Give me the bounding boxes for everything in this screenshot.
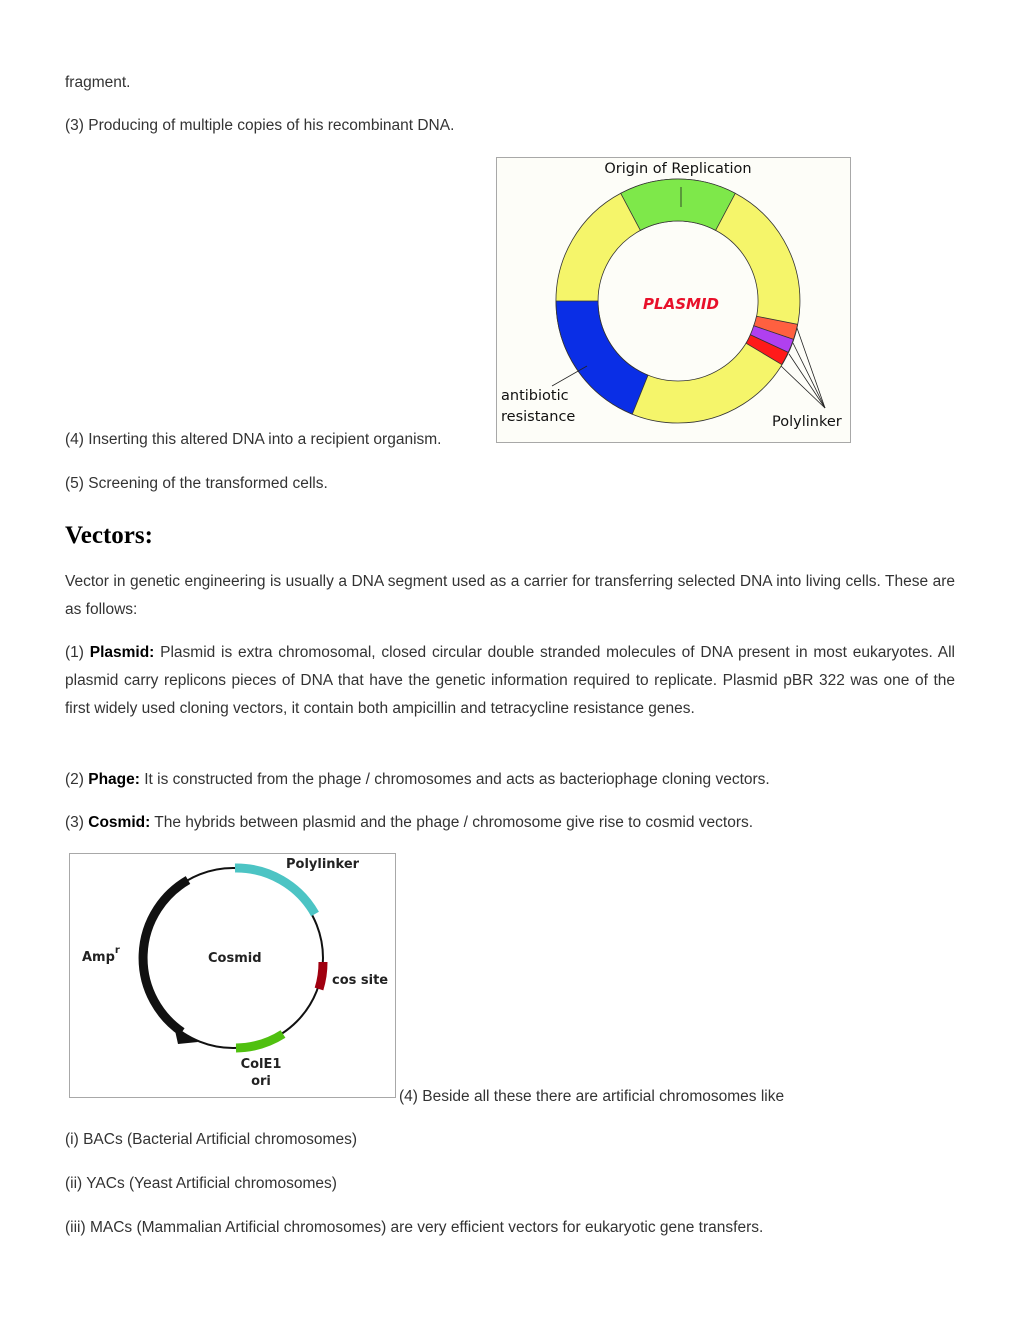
cosmid-polylinker-label: Polylinker: [286, 857, 360, 872]
item-text: Plasmid is extra chromosomal, closed circular double stranded molecules of DNA present in most eukaryotes. All plasmid carry replicons pieces of DNA that have the genetic information required to replicate. Plasmid pBR 322 was one of the first widely used cloning vectors, it contain both ampicillin and tetracycline resistance genes.: [65, 644, 955, 717]
item-number: (3): [65, 814, 89, 831]
cosmid-center-label: Cosmid: [208, 951, 262, 966]
plasmid-svg: [497, 158, 850, 442]
cos-site-segment: [319, 962, 323, 989]
polylinker-label: Polylinker: [772, 414, 842, 430]
ori-label-2: ori: [251, 1074, 271, 1089]
ori-label-1: ColE1: [240, 1057, 282, 1072]
step-5: (5) Screening of the transformed cells.: [65, 475, 328, 492]
amp-label: Amp$^r$: [82, 945, 120, 965]
cole1-ori-segment: [236, 1034, 283, 1048]
cosmid-svg: [70, 854, 395, 1097]
item-number: (1): [65, 644, 90, 661]
item-text: It is constructed from the phage / chromosomes and acts as bacteriophage cloning vectors.: [139, 771, 770, 788]
vectors-heading: Vectors:: [65, 522, 153, 549]
item-text: The hybrids between plasmid and the phage / chromosome give rise to cosmid vectors.: [150, 814, 754, 831]
step-3: (3) Producing of multiple copies of his recombinant DNA.: [65, 117, 455, 134]
origin-segment: [621, 179, 736, 230]
item-number: (2): [65, 771, 89, 788]
vector-item-cosmid: [65, 809, 955, 837]
cosmid-diagram: [69, 853, 396, 1098]
plasmid-center-label: PLASMID: [643, 295, 719, 313]
artificial-yac: (ii) YACs (Yeast Artificial chromosomes): [65, 1175, 337, 1192]
antibiotic-resistance-segment: [556, 301, 648, 414]
vector-item-plasmid: [65, 639, 955, 723]
step-4: (4) Inserting this altered DNA into a recipient organism.: [65, 431, 442, 448]
polylinker-segment: [235, 868, 315, 914]
artificial-bac: (i) BACs (Bacterial Artificial chromosomes): [65, 1131, 357, 1148]
artificial-mac: (iii) MACs (Mammalian Artificial chromosomes) are very efficient vectors for eukaryotic gene transfers.: [65, 1219, 764, 1236]
antibiotic-label-2: resistance: [501, 409, 576, 425]
item-term: Plasmid:: [89, 644, 155, 661]
item-term: Cosmid:: [88, 814, 151, 831]
vectors-intro: Vector in genetic engineering is usually a DNA segment used as a carrier for transferring selected DNA into living cells. These are as follows:: [65, 573, 955, 618]
vector-item-4: (4) Beside all these there are artificial chromosomes like: [399, 1088, 785, 1105]
ampr-segment: [143, 880, 188, 1032]
step-fragment-tail: fragment.: [65, 74, 131, 91]
antibiotic-label-1: antibiotic: [501, 388, 569, 404]
cos-site-label: cos site: [332, 973, 389, 988]
ampr-arrowhead: [174, 1026, 198, 1044]
item-term: Phage:: [88, 771, 140, 788]
origin-label: Origin of Replication: [604, 161, 752, 177]
vector-item-phage: [65, 766, 955, 794]
plasmid-diagram: [496, 157, 851, 443]
